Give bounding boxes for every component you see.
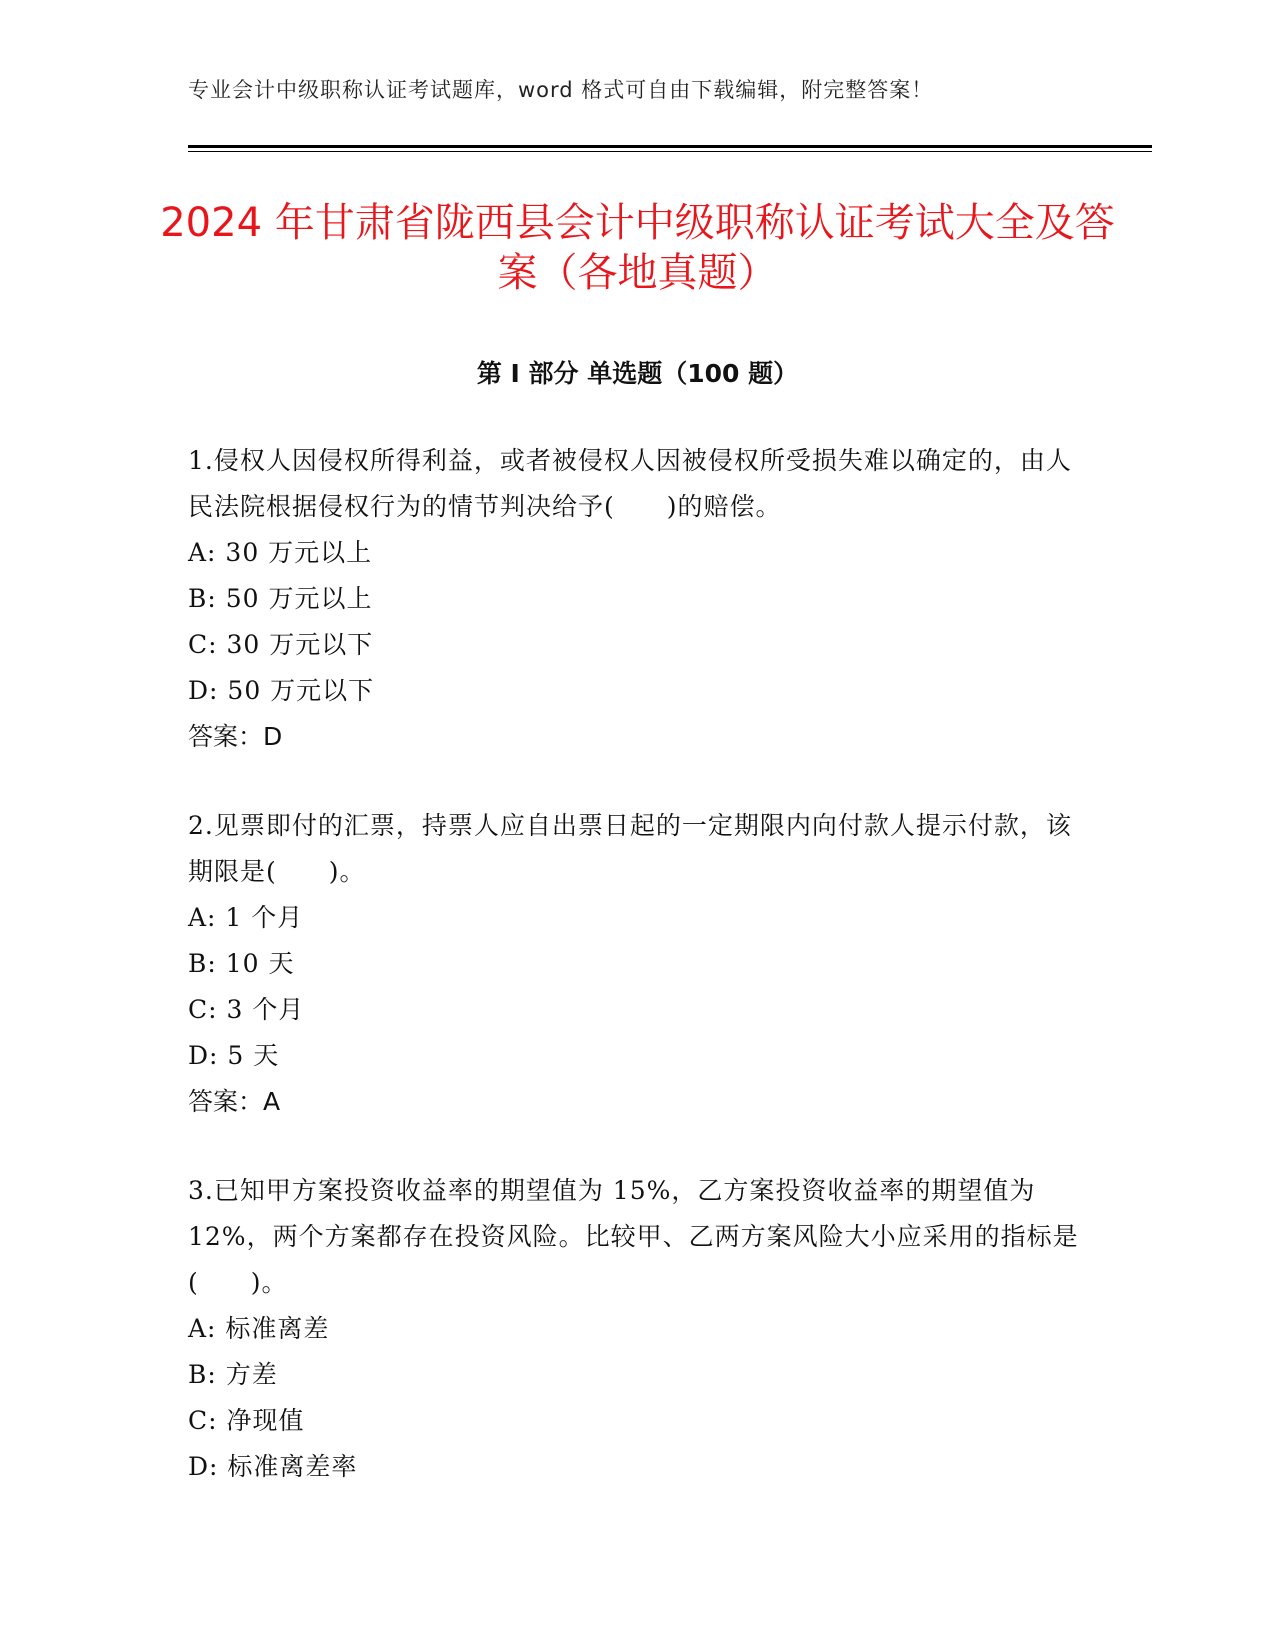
- header-rule-thick: [188, 145, 1152, 148]
- option-c: C: 3 个月: [188, 995, 305, 1024]
- question-3: [188, 1168, 1088, 1490]
- question-2: [188, 803, 1088, 1125]
- question-1: [188, 438, 1088, 760]
- option-a: A: 30 万元以上: [188, 538, 373, 567]
- header-note: 专业会计中级职称认证考试题库，word 格式可自由下载编辑，附完整答案！: [188, 78, 934, 102]
- option-b: B: 方差: [188, 1360, 278, 1389]
- option-a: A: 1 个月: [188, 903, 304, 932]
- option-b: B: 10 天: [188, 949, 295, 978]
- question-stem: 1.侵权人因侵权所得利益，或者被侵权人因被侵权所受损失难以确定的，由人民法院根据侵权行为的情节判决给予( )的赔偿。: [188, 446, 1072, 521]
- option-b: B: 50 万元以上: [188, 584, 373, 613]
- option-c: C: 净现值: [188, 1406, 305, 1435]
- question-stem: 3.已知甲方案投资收益率的期望值为 15%，乙方案投资收益率的期望值为 12%，两个方案都存在投资风险。比较甲、乙两方案风险大小应采用的指标是( )。: [188, 1176, 1079, 1297]
- answer: 答案：D: [188, 722, 283, 751]
- option-c: C: 30 万元以下: [188, 630, 374, 659]
- document-title: 2024 年甘肃省陇西县会计中级职称认证考试大全及答案（各地真题）: [160, 200, 1115, 296]
- option-d: D: 50 万元以下: [188, 676, 375, 705]
- section-title: 第 I 部分 单选题（100 题）: [476, 359, 799, 388]
- question-stem: 2.见票即付的汇票，持票人应自出票日起的一定期限内向付款人提示付款，该期限是( )。: [188, 811, 1072, 886]
- header-rule-thin: [188, 151, 1152, 152]
- option-d: D: 5 天: [188, 1041, 280, 1070]
- answer: 答案：A: [188, 1087, 281, 1116]
- option-d: D: 标准离差率: [188, 1452, 358, 1481]
- option-a: A: 标准离差: [188, 1314, 330, 1343]
